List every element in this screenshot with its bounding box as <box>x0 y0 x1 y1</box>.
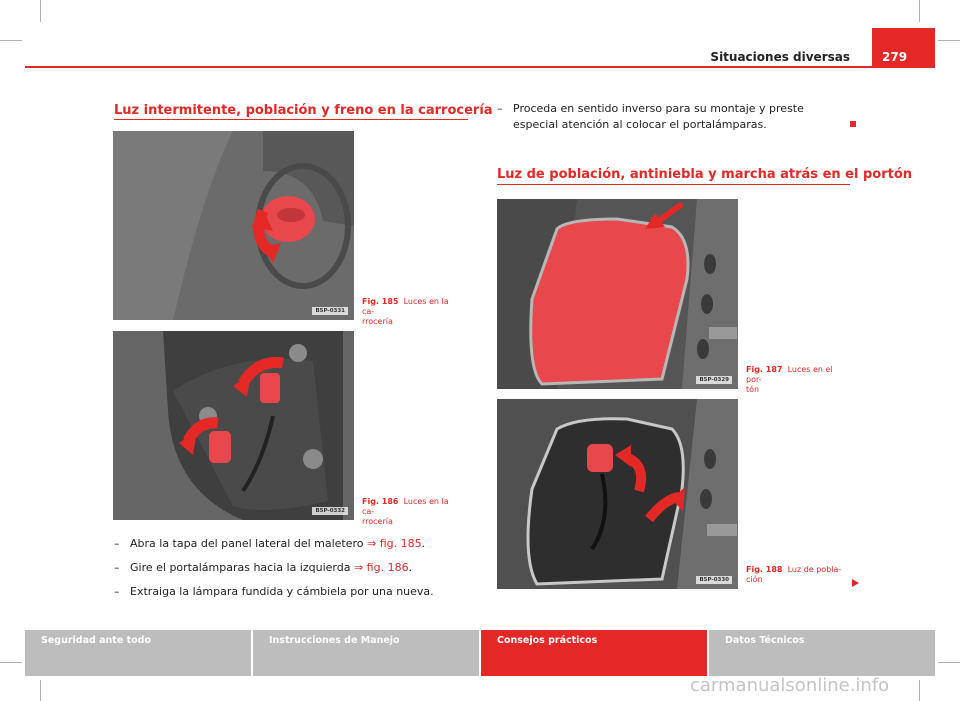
caption-text-line1: Luces en la ca- <box>362 497 449 516</box>
figure-code: B5P-0330 <box>696 576 732 584</box>
step-end: . <box>421 537 426 550</box>
figure-185-image <box>113 131 354 320</box>
nav-tab-datos[interactable]: Datos Técnicos <box>709 630 935 676</box>
figure-187-caption <box>746 365 846 395</box>
list-dash: – <box>114 585 120 598</box>
figure-185-caption <box>362 297 462 327</box>
section-rule-left <box>114 119 468 120</box>
crop-mark <box>0 662 22 663</box>
continue-arrow-icon <box>852 579 859 587</box>
figure-code: B5P-0329 <box>696 376 732 384</box>
caption-text-line1: Luces en el por- <box>746 365 833 384</box>
watermark: carmanualsonline.info <box>690 675 890 696</box>
step-end: . <box>408 561 413 574</box>
list-dash: – <box>497 102 503 115</box>
figure-186-caption <box>362 497 462 527</box>
crop-mark <box>938 40 960 41</box>
section-end-marker <box>850 121 856 127</box>
figure-code: B5P-0331 <box>312 307 348 315</box>
caption-text-line2: ción <box>746 575 763 584</box>
caption-label: Fig. 186 <box>362 497 399 506</box>
section-rule-right <box>497 184 850 185</box>
crop-mark <box>0 40 22 41</box>
crop-mark <box>938 662 960 663</box>
crop-mark <box>919 680 920 701</box>
caption-text-line2: tón <box>746 385 760 394</box>
figure-188-caption <box>746 565 846 585</box>
crop-mark <box>40 680 41 701</box>
caption-text-line1: Luces en la ca- <box>362 297 449 316</box>
caption-text-line2: rrocería <box>362 517 393 526</box>
section-title-right: Luz de población, antiniebla y marcha atrás en el portón <box>497 167 913 182</box>
paragraph-text: Proceda en sentido inverso para su montaje y preste especial atención al colocar el portalámparas. <box>513 102 804 131</box>
list-dash: – <box>114 537 120 550</box>
nav-tab-consejos[interactable]: Consejos prácticos <box>481 630 709 676</box>
figure-188-image <box>497 399 738 589</box>
figure-187-image <box>497 199 738 389</box>
section-title-left: Luz intermitente, población y freno en la carrocería <box>114 103 493 118</box>
step-text: Extraiga la lámpara fundida y cámbiela por una nueva. <box>130 585 434 598</box>
caption-label: Fig. 187 <box>746 365 783 374</box>
caption-label: Fig. 185 <box>362 297 399 306</box>
step-text: Abra la tapa del panel lateral del maletero <box>130 537 368 550</box>
page-number: 279 <box>872 28 935 68</box>
caption-text-line1: Luz de pobla- <box>787 565 842 574</box>
chapter-nav <box>25 630 935 676</box>
figure-code: B5P-0332 <box>312 507 348 515</box>
list-dash: – <box>114 561 120 574</box>
header-rule <box>25 66 935 68</box>
crop-mark <box>919 0 920 22</box>
figure-reference-link[interactable]: ⇒ fig. 186 <box>353 561 409 574</box>
running-header-title: Situaciones diversas <box>710 50 850 64</box>
instruction-step <box>114 537 425 550</box>
caption-label: Fig. 188 <box>746 565 783 574</box>
instruction-step <box>114 561 412 574</box>
nav-tab-seguridad[interactable]: Seguridad ante todo <box>25 630 253 676</box>
figure-reference-link[interactable]: ⇒ fig. 185 <box>367 537 422 550</box>
instruction-step <box>114 585 434 598</box>
nav-tab-instrucciones[interactable]: Instrucciones de Manejo <box>253 630 481 676</box>
intro-paragraph <box>497 101 847 133</box>
crop-mark <box>40 0 41 22</box>
step-text: Gire el portalámparas hacia la izquierda <box>130 561 354 574</box>
caption-text-line2: rrocería <box>362 317 393 326</box>
figure-186-image <box>113 331 354 520</box>
